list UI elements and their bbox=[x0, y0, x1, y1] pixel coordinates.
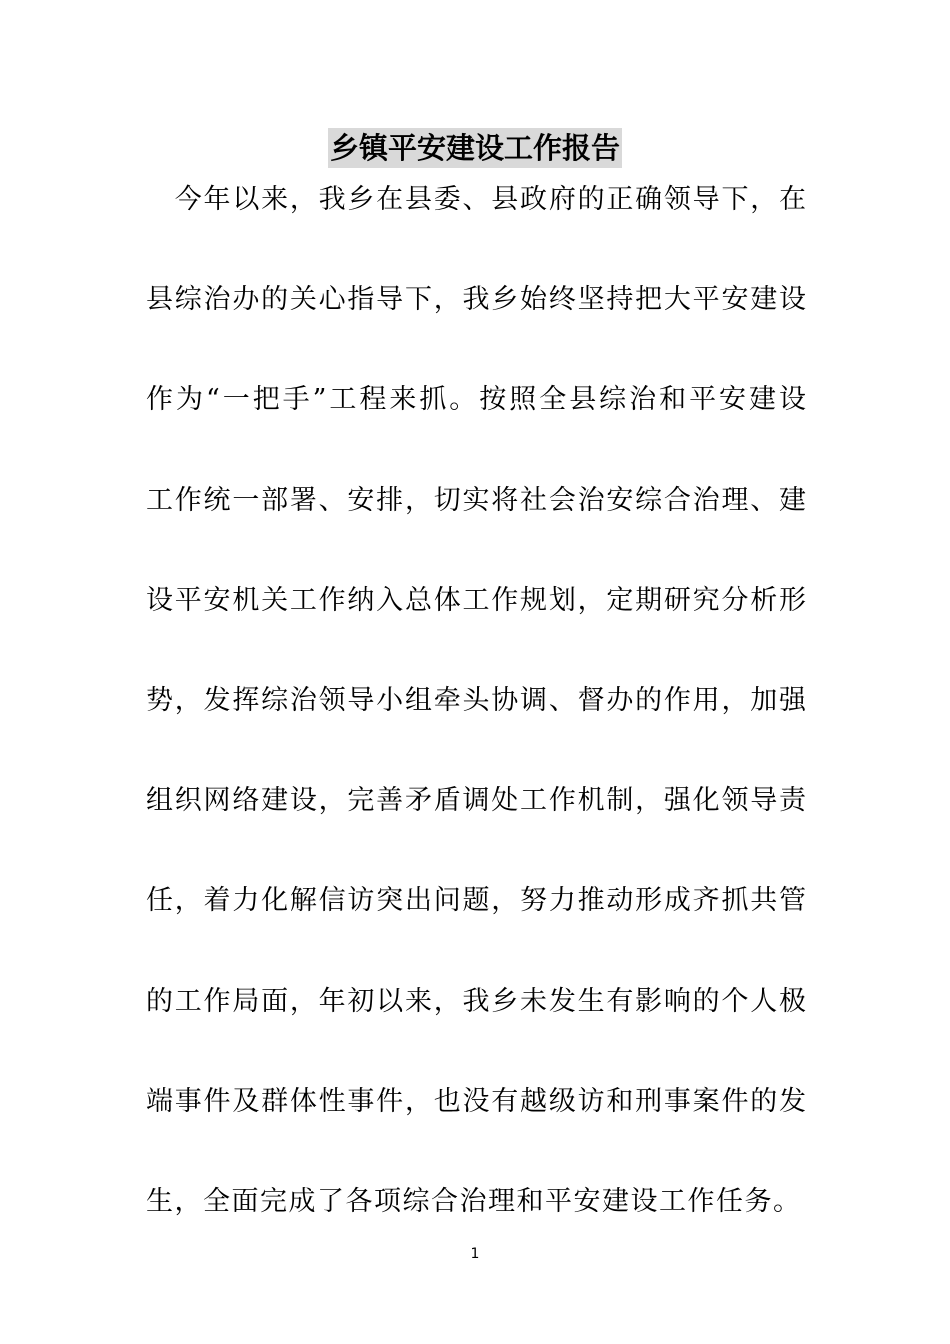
paragraph-line: 端事件及群体性事件，也没有越级访和刑事案件的发 bbox=[146, 1085, 806, 1117]
document-title: 乡镇平安建设工作报告 bbox=[328, 128, 622, 168]
body-paragraph bbox=[146, 180, 806, 1282]
paragraph-line: 生，全面完成了各项综合治理和平安建设工作任务。 bbox=[146, 1185, 802, 1217]
title-container bbox=[0, 128, 950, 168]
paragraph-line: 作为“一把手”工程来抓。按照全县综治和平安建设 bbox=[146, 384, 806, 416]
paragraph-line: 任，着力化解信访突出问题，努力推动形成齐抓共管 bbox=[146, 885, 806, 917]
paragraph-line: 设平安机关工作纳入总体工作规划，定期研究分析形 bbox=[146, 584, 806, 616]
paragraph-line: 今年以来，我乡在县委、县政府的正确领导下，在 bbox=[146, 184, 806, 215]
paragraph-line: 工作统一部署、安排，切实将社会治安综合治理、建 bbox=[146, 484, 806, 516]
paragraph-line: 势，发挥综治领导小组牵头协调、督办的作用，加强 bbox=[146, 684, 806, 716]
paragraph-line: 组织网络建设，完善矛盾调处工作机制，强化领导责 bbox=[146, 785, 806, 817]
paragraph-line: 县综治办的关心指导下，我乡始终坚持把大平安建设 bbox=[146, 284, 806, 316]
paragraph-line: 的工作局面，年初以来，我乡未发生有影响的个人极 bbox=[146, 985, 806, 1017]
page-number: 1 bbox=[470, 1246, 480, 1262]
